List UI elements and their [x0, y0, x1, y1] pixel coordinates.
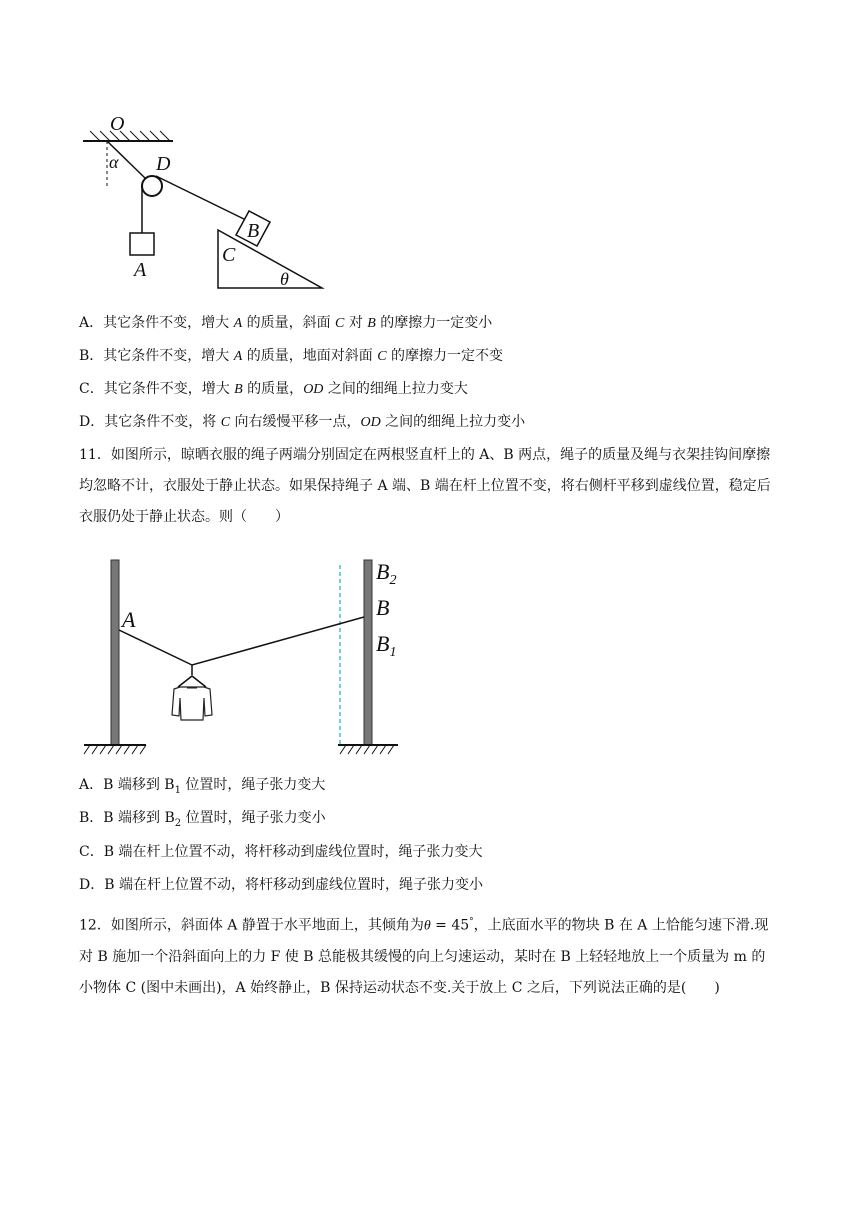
option-text: C．B 端在杆上位置不动，将杆移动到虚线位置时，绳子张力变大 — [79, 844, 483, 860]
option-letter: C． — [79, 381, 104, 397]
option-sub: 1 — [174, 784, 181, 796]
left-ground-hatch — [84, 745, 146, 754]
label-d: D — [156, 153, 171, 175]
q11-option-c — [79, 842, 482, 862]
option-var: OD — [360, 415, 381, 430]
option-text: 其它条件不变，增大 — [103, 315, 234, 331]
clothes-hanger-icon — [172, 665, 212, 720]
q11-option-b — [79, 808, 326, 834]
option-text: A．B 端移到 B — [79, 777, 175, 793]
ceiling-hatch — [90, 131, 170, 141]
option-text: 其它条件不变，增大 — [103, 381, 235, 397]
label-b1: $B_1$ — [376, 631, 397, 660]
option-text: 向右缓慢平移一点， — [230, 414, 361, 430]
option-var: C — [377, 349, 387, 364]
option-text: 位置时，绳子张力变小 — [181, 810, 326, 826]
label-theta: θ — [280, 269, 289, 289]
q11-option-a — [79, 775, 325, 801]
label-a: A — [134, 259, 147, 281]
q11-stem: 11．如图所示，晾晒衣服的绳子两端分别固定在两根竖直杆上的 A、B 两点，绳子的质量及绳与衣架挂钩间摩擦均忽略不计，衣服处于静止状态。如果保持绳子 A 端、B 端在杆上位置不变，将右侧杆平移到虚线位置，稳定后衣服仍处于静止状态。则（ ） — [79, 447, 771, 525]
pulley-d — [142, 176, 162, 196]
option-text: B．B 端移到 B — [79, 810, 175, 826]
q10-option-d — [79, 412, 525, 433]
option-var: OD — [303, 382, 324, 397]
q10-option-c — [79, 379, 468, 400]
q12-equals: = 45 — [430, 917, 470, 934]
option-text: 之间的细绳上拉力变小 — [380, 414, 526, 430]
option-text: D．B 端在杆上位置不动，将杆移动到虚线位置时，绳子张力变小 — [79, 877, 483, 893]
option-text: 其它条件不变，增大 — [103, 348, 234, 364]
option-var: A — [233, 349, 243, 364]
q12-text: ，上底面水平的物块 B 在 A 上恰能匀速下滑.现对 B 施加一个沿斜面向上的力 F 使 B 总能极其缓慢的向上匀速运动，某时在 B 上轻轻地放上一个质量为 m 的小物体 C (图中未画出)，A 始终静止，B 保持运动状态不变.关于放上 C 之后，下列说法正确的是( ) — [79, 917, 769, 996]
left-pole — [111, 560, 119, 745]
label-o: O — [110, 113, 125, 135]
option-sub: 2 — [174, 817, 182, 829]
q12-degree: ° — [469, 917, 474, 927]
label-b2: $B_2$ — [376, 559, 397, 588]
label-a: A — [122, 607, 136, 632]
label-b: B — [376, 595, 390, 620]
figure-clothesline — [82, 555, 412, 760]
q10-option-b — [79, 346, 503, 367]
option-var: B — [234, 382, 243, 397]
q12-stem — [79, 907, 779, 1004]
option-var: A — [233, 316, 243, 331]
option-text: 的摩擦力一定变小 — [375, 315, 493, 331]
q12-theta: θ — [423, 918, 431, 934]
option-text: 对 — [344, 315, 368, 331]
option-letter: B． — [79, 348, 104, 364]
q11-option-d — [79, 875, 483, 895]
option-text: 的质量，地面对斜面 — [242, 348, 378, 364]
option-letter: A． — [79, 315, 104, 331]
rope-to-b — [156, 176, 248, 221]
block-a — [130, 233, 154, 255]
clothesline-rope — [119, 617, 364, 665]
figure-pulley-incline — [78, 108, 338, 298]
option-text: 其它条件不变，将 — [104, 414, 221, 430]
label-alpha: α — [109, 152, 119, 172]
option-text: 的质量，斜面 — [242, 315, 336, 331]
option-var: C — [220, 415, 231, 430]
option-text: 位置时，绳子张力变大 — [180, 777, 326, 793]
label-c: C — [222, 244, 236, 266]
option-text: 的摩擦力一定不变 — [386, 348, 504, 364]
label-b: B — [247, 220, 260, 242]
option-letter: D． — [79, 414, 105, 430]
right-pole — [364, 560, 372, 745]
right-ground-hatch — [340, 745, 394, 754]
option-text: 的质量， — [242, 381, 304, 397]
option-var: B — [367, 316, 376, 331]
q12-text: 12．如图所示，斜面体 A 静置于水平地面上，其倾角为 — [79, 917, 424, 934]
option-var: C — [335, 316, 345, 331]
q10-option-a — [79, 313, 492, 334]
option-text: 之间的细绳上拉力变大 — [323, 381, 468, 397]
